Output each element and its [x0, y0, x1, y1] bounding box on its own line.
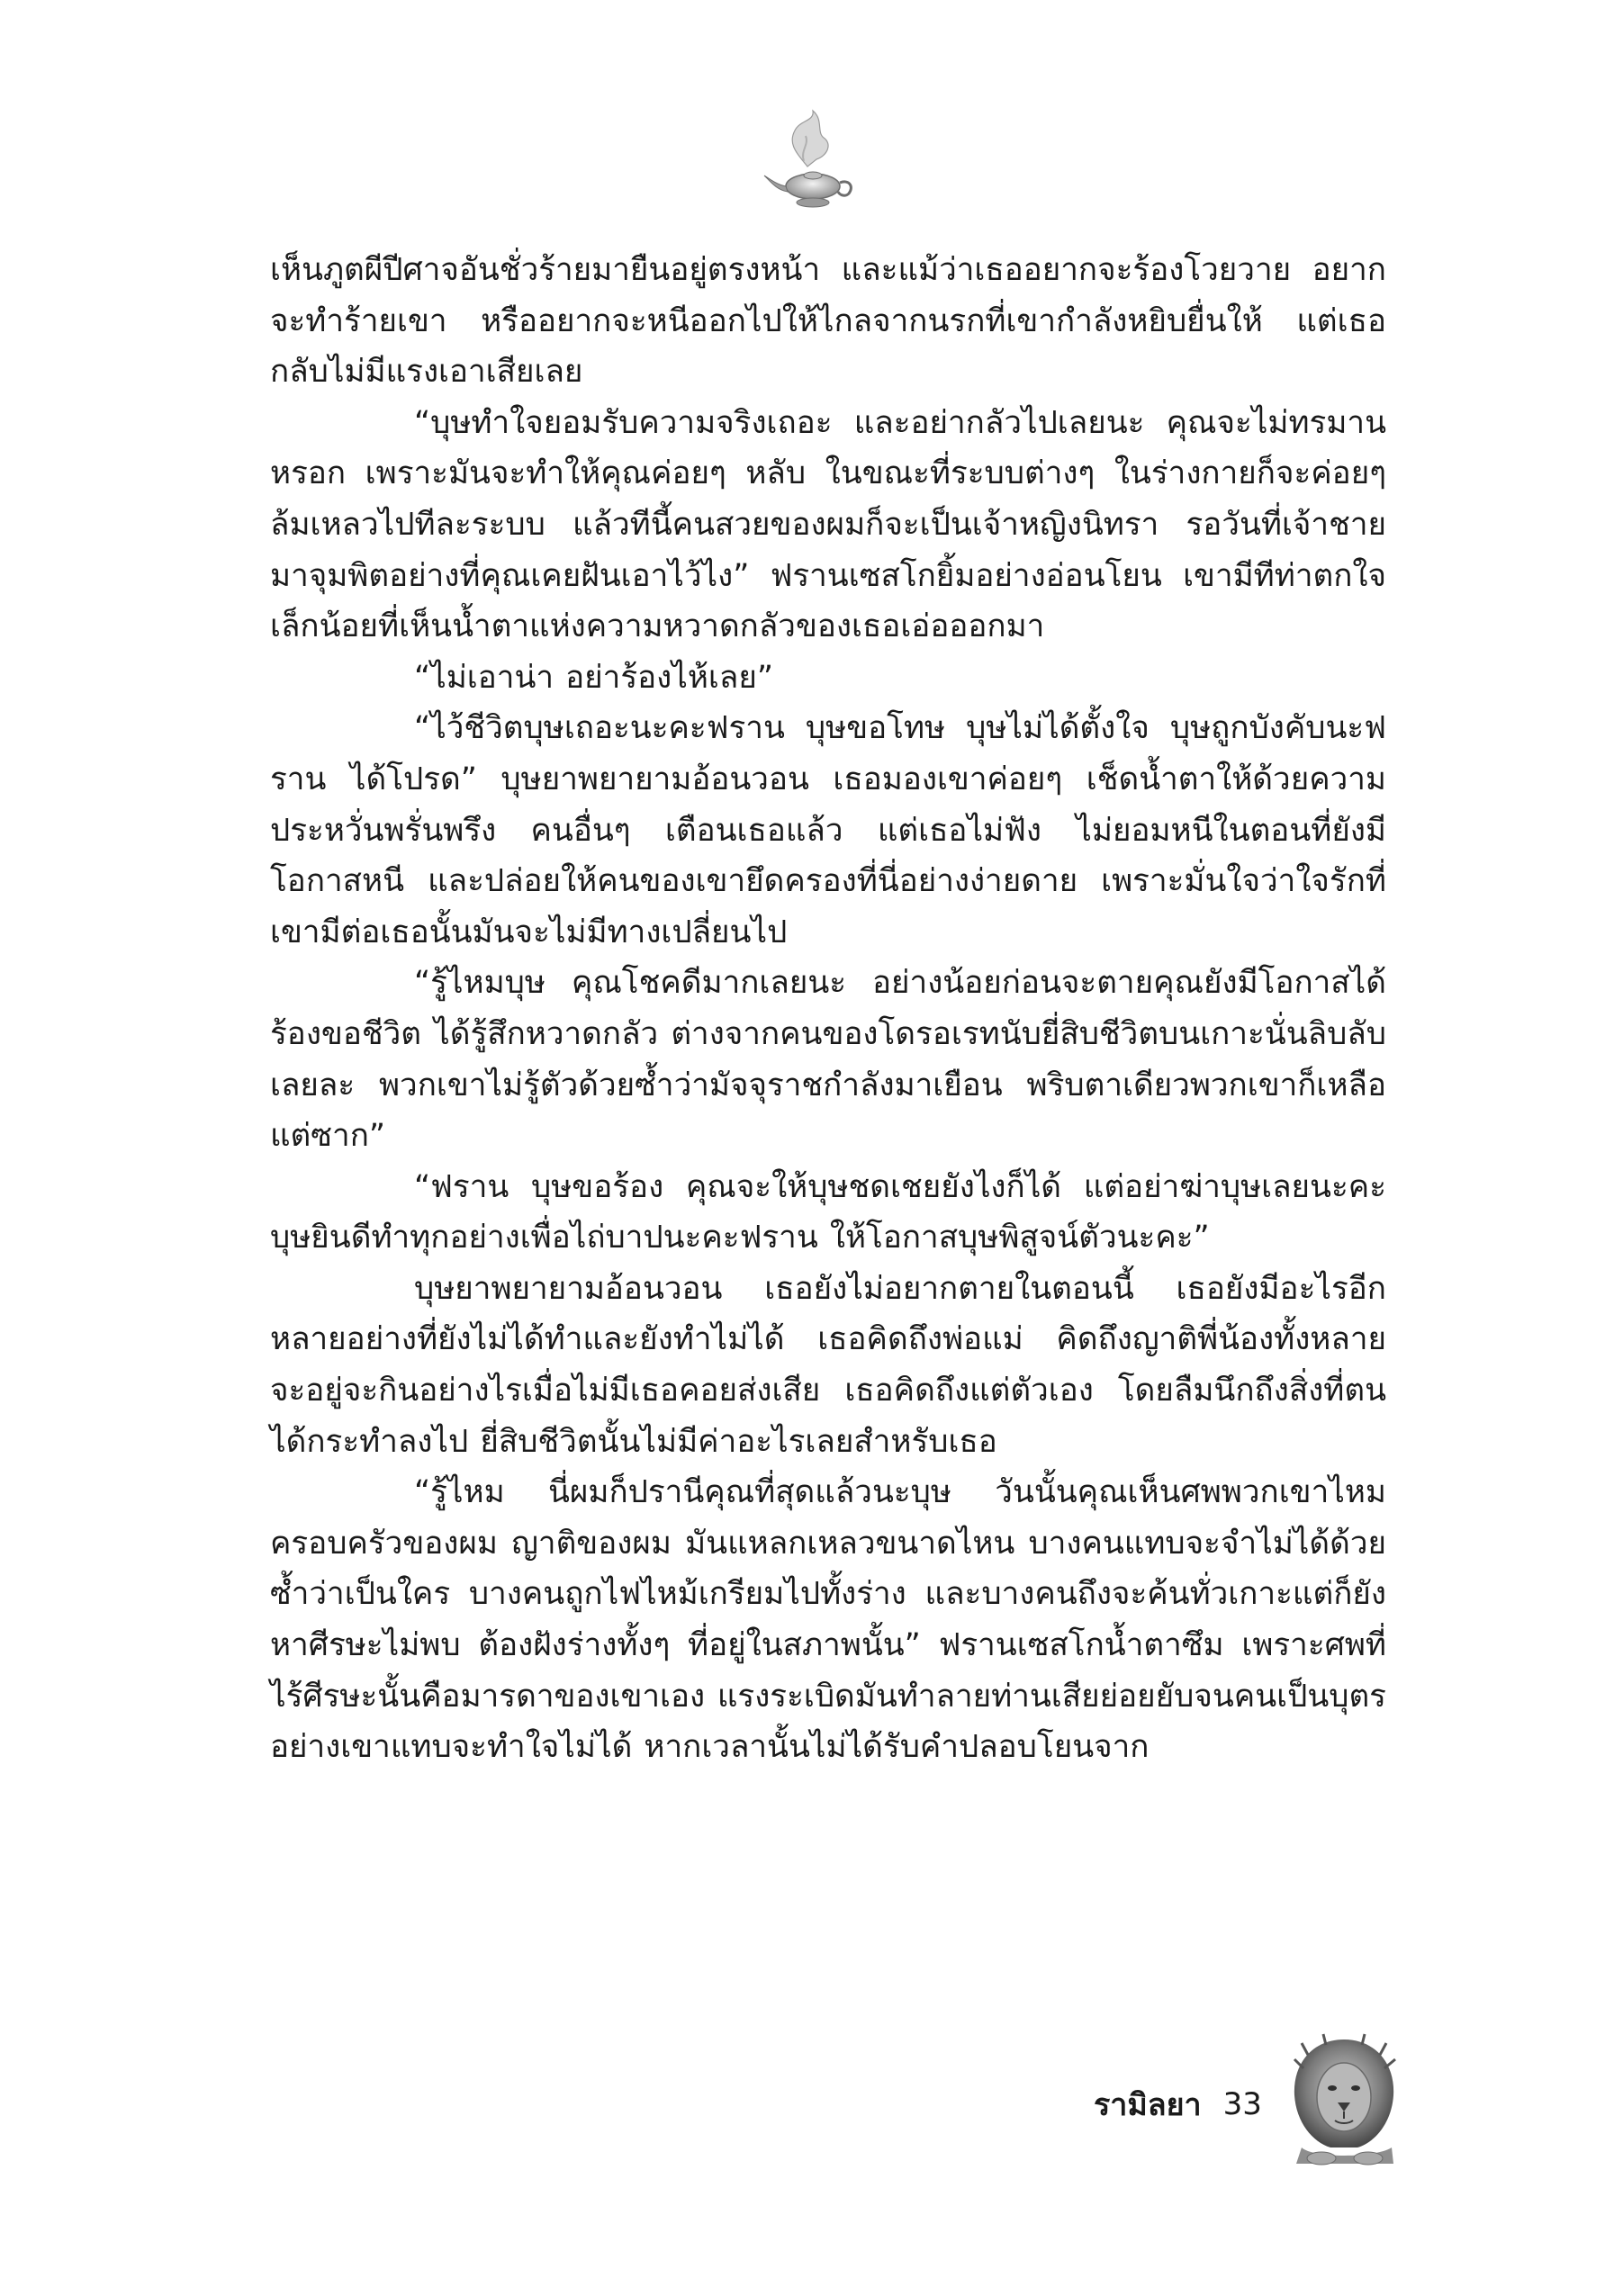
paragraph: “รู้ไหมบุษ คุณโชคดีมากเลยนะ อย่างน้อยก่อนจะตายคุณยังมีโอกาสได้ร้องขอชีวิต ได้รู้สึกหวาดกลัว ต่างจากคนของโดรอเรทนับยี่สิบชีวิตบนเกาะนั่นลิบลับเลยละ พวกเขาไม่รู้ตัวด้วยซ้ำว่ามัจจุราชกำลังมาเยือน พริบตาเดียวพวกเขาก็เหลือแต่ซาก” [270, 965, 1386, 1155]
paragraph: “บุษทำใจยอมรับความจริงเถอะ และอย่ากลัวไปเลยนะ คุณจะไม่ทรมานหรอก เพราะมันจะทำให้คุณค่อยๆ หลับ ในขณะที่ระบบต่างๆ ในร่างกายก็จะค่อยๆ ล้มเหลวไปทีละระบบ แล้วทีนี้คนสวยของผมก็จะเป็นเจ้าหญิงนิทรา รอวันที่เจ้าชายมาจุมพิตอย่างที่คุณเคยฝันเอาไว้ไง” ฟรานเซสโกยิ้มอย่างอ่อนโยน เขามีทีท่าตกใจเล็กน้อยที่เห็นน้ำตาแห่งความหวาดกลัวของเธอเอ่อออกมา [270, 404, 1386, 645]
paragraph: บุษยาพยายามอ้อนวอน เธอยังไม่อยากตายในตอนนี้ เธอยังมีอะไรอีกหลายอย่างที่ยังไม่ได้ทำและยังทำไม่ได้ เธอคิดถึงพ่อแม่ คิดถึงญาติพี่น้องทั้งหลาย จะอยู่จะกินอย่างไรเมื่อไม่มีเธอคอยส่งเสีย เธอคิดถึงแต่ตัวเอง โดยลืมนึกถึงสิ่งที่ตนได้กระทำลงไป ยี่สิบชีวิตนั้นไม่มีค่าอะไรเลยสำหรับเธอ [270, 1270, 1386, 1460]
paragraph: “รู้ไหม นี่ผมก็ปรานีคุณที่สุดแล้วนะบุษ วันนั้นคุณเห็นศพพวกเขาไหมครอบครัวของผม ญาติของผม มันแหลกเหลวขนาดไหน บางคนแทบจะจำไม่ได้ด้วยซ้ำว่าเป็นใคร บางคนถูกไฟไหม้เกรียมไปทั้งร่าง และบางคนถึงจะค้นทั่วเกาะแต่ก็ยังหาศีรษะไม่พบ ต้องฝังร่างทั้งๆ ที่อยู่ในสภาพนั้น” ฟรานเซสโกน้ำตาซึม เพราะศพที่ไร้ศีรษะนั้นคือมารดาของเขาเอง แรงระเบิดมันทำลายท่านเสียย่อยยับจนคนเป็นบุตรอย่างเขาแทบจะทำใจไม่ได้ หากเวลานั้นไม่ได้รับคำปลอบโยนจาก [270, 1474, 1386, 1766]
paragraph: “ฟราน บุษขอร้อง คุณจะให้บุษชดเชยยังไงก็ได้ แต่อย่าฆ่าบุษเลยนะคะ บุษยินดีทำทุกอย่างเพื่อไถ่บาปนะคะฟราน ให้โอกาสบุษพิสูจน์ตัวนะคะ” [270, 1168, 1386, 1256]
body-text [270, 245, 1386, 1773]
paragraph: เห็นภูตผีปีศาจอันชั่วร้ายมายืนอยู่ตรงหน้า และแม้ว่าเธออยากจะร้องโวยวาย อยากจะทำร้ายเขา หรืออยากจะหนีออกไปให้ไกลจากนรกที่เขากำลังหยิบยื่นให้ แต่เธอกลับไม่มีแรงเอาเสียเลย [270, 252, 1386, 391]
lion-icon [1285, 2032, 1402, 2167]
magic-lamp-icon [761, 104, 860, 230]
paragraph: “ไว้ชีวิตบุษเถอะนะคะฟราน บุษขอโทษ บุษไม่ได้ตั้งใจ บุษถูกบังคับนะฟราน ได้โปรด” บุษยาพยายามอ้อนวอน เธอมองเขาค่อยๆ เช็ดน้ำตาให้ด้วยความประหวั่นพรั่นพรึง คนอื่นๆ เตือนเธอแล้ว แต่เธอไม่ฟัง ไม่ยอมหนีในตอนที่ยังมีโอกาสหนี และปล่อยให้คนของเขายึดครองที่นี่อย่างง่ายดาย เพราะมั่นใจว่าใจรักที่เขามีต่อเธอนั้นมันจะไม่มีทางเปลี่ยนไป [270, 710, 1386, 950]
page-number: 33 [1222, 2086, 1262, 2122]
book-title: รามิลยา [1094, 2087, 1202, 2123]
page-footer [1094, 2077, 1262, 2131]
paragraph: “ไม่เอาน่า อย่าร้องไห้เลย” [414, 659, 773, 696]
